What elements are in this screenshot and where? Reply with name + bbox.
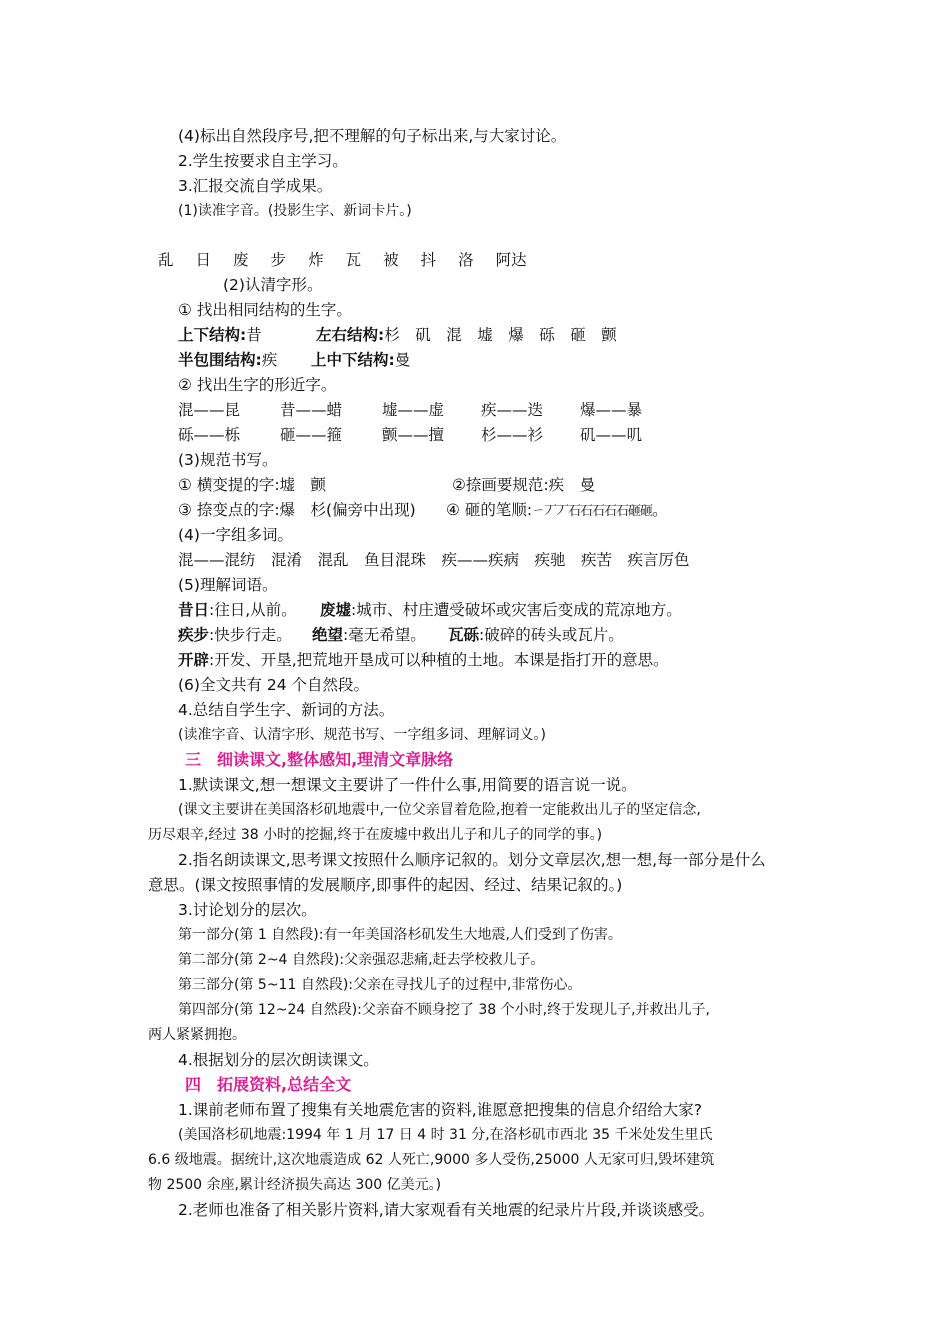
similar-pair: 颤——擅 — [382, 426, 445, 444]
punctuation: 。 — [652, 501, 668, 519]
text-line: (6)全文共有 24 个自然段。 — [178, 676, 370, 694]
similar-pair: 杉——衫 — [481, 426, 544, 444]
text-line: 1.课前老师布置了搜集有关地震危害的资料,谁愿意把搜集的信息介绍给大家? — [178, 1101, 702, 1119]
structure-value: 昔 — [246, 326, 262, 344]
character: 废 — [233, 251, 249, 269]
definition-text: :开发、开垦,把荒地开垦成可以种植的土地。本课是指打开的意思。 — [209, 651, 669, 669]
definition-text: :破碎的砖头或瓦片。 — [479, 626, 624, 644]
text-line: 第二部分(第 2~4 自然段):父亲强忍悲痛,赶去学校救儿子。 — [178, 952, 545, 968]
text-line: 第四部分(第 12~24 自然段):父亲奋不顾身挖了 38 个小时,终于发现儿子,并救出儿子, — [178, 1002, 710, 1018]
definition — [320, 600, 682, 620]
text-line: 3.汇报交流自学成果。 — [178, 177, 333, 195]
text-line: 混——混纺 混淆 混乱 鱼目混珠 疾——疾病 疾驰 疾苦 疾言厉色 — [178, 551, 690, 569]
text-line: 1.默读课文,想一想课文主要讲了一件什么事,用简要的语言说一说。 — [178, 776, 637, 794]
term: 疾步 — [178, 626, 210, 644]
text-line: (3)规范书写。 — [178, 451, 278, 469]
text-line: (5)理解词语。 — [178, 576, 278, 594]
text-line: 2.指名朗读课文,思考课文按照什么顺序记叙的。划分文章层次,想一想,每一部分是什么 — [178, 851, 766, 869]
new-characters-row — [158, 250, 549, 270]
text-line: 第三部分(第 5~11 自然段):父亲在寻找儿子的过程中,非常伤心。 — [178, 977, 582, 993]
term: 绝望 — [312, 626, 344, 644]
structure-value: 杉 矶 混 墟 爆 砾 砸 颤 — [384, 326, 617, 344]
structure-label: 上中下结构: — [311, 351, 395, 369]
text-line: 意思。(课文按照事情的发展顺序,即事件的起因、经过、结果记叙的。) — [148, 876, 623, 894]
term: 废墟 — [320, 601, 352, 619]
structure-label: 半包围结构: — [178, 351, 262, 369]
text-line: 物 2500 余座,累计经济损失高达 300 亿美元。) — [148, 1177, 442, 1193]
character: 乱 — [158, 251, 174, 269]
definition — [312, 625, 426, 645]
text-line: 4.根据划分的层次朗读课文。 — [178, 1051, 379, 1069]
text-line: (4)一字组多词。 — [178, 526, 293, 544]
similar-pair: 爆——暴 — [580, 401, 643, 419]
character: 抖 — [420, 251, 437, 269]
term: 开辟 — [178, 651, 210, 669]
structure-value: 曼 — [394, 351, 411, 369]
structure-label: 左右结构: — [316, 326, 385, 344]
structure-row — [178, 325, 262, 345]
text-line: (美国洛杉矶地震:1994 年 1 月 17 日 4 时 31 分,在洛杉矶市西北 35 千米处发生里氏 — [178, 1127, 713, 1143]
definition — [178, 625, 292, 645]
definition — [448, 625, 624, 645]
stroke-order-label: ④ 砸的笔顺: — [446, 501, 533, 519]
similar-pair: 砸——箍 — [280, 426, 343, 444]
section-heading: 四 拓展资料,总结全文 — [185, 1075, 352, 1094]
definition-text: :快步行走。 — [209, 626, 292, 644]
character: 炸 — [308, 251, 324, 269]
text-line: (读准字音、认清字形、规范书写、一字组多词、理解词义。) — [178, 727, 546, 743]
character: 被 — [383, 251, 399, 269]
similar-pair: 砾——栎 — [178, 426, 241, 444]
text-line: ②捺画要规范:疾 曼 — [452, 476, 596, 494]
definition — [178, 650, 669, 670]
structure-row — [316, 325, 617, 345]
text-line: 第一部分(第 1 自然段):有一年美国洛杉矶发生大地震,人们受到了伤害。 — [178, 927, 622, 943]
text-line: (4)标出自然段序号,把不理解的句子标出来,与大家讨论。 — [178, 127, 567, 145]
similar-pair: 疾——迭 — [481, 401, 544, 419]
text-line: (2)认清字形。 — [223, 276, 323, 294]
text-line: 4.总结自学生字、新词的方法。 — [178, 701, 395, 719]
character: 瓦 — [345, 251, 362, 269]
text-line: 2.学生按要求自主学习。 — [178, 152, 348, 170]
term: 瓦砾 — [448, 626, 480, 644]
definition-text: :毫无希望。 — [343, 626, 426, 644]
text-line: 6.6 级地震。据统计,这次地震造成 62 人死亡,9000 多人受伤,25000 人无家可归,毁坏建筑 — [148, 1152, 715, 1168]
text-line: 2.老师也准备了相关影片资料,请大家观看有关地震的纪录片片段,并谈谈感受。 — [178, 1201, 715, 1219]
text-line: 3.讨论划分的层次。 — [178, 901, 317, 919]
text-line: 历尽艰辛,经过 38 小时的挖掘,终于在废墟中救出儿子和儿子的同学的事。) — [148, 827, 603, 843]
structure-row — [178, 350, 277, 370]
similar-pair: 混——昆 — [178, 401, 241, 419]
text-line: 两人紧紧拥抱。 — [148, 1027, 246, 1043]
character: 洛 — [458, 251, 474, 269]
section-heading: 三 细读课文,整体感知,理清文章脉络 — [185, 750, 454, 769]
stroke-order-sequence: ㄧ丆丆石石石石石砸砸 — [532, 504, 653, 519]
definition-text: :往日,从前。 — [209, 601, 297, 619]
term: 昔日 — [178, 601, 210, 619]
definition-text: :城市、村庄遭受破坏或灾害后变成的荒凉地方。 — [351, 601, 682, 619]
character: 步 — [270, 251, 287, 269]
character: 日 — [195, 251, 212, 269]
structure-row — [311, 350, 410, 370]
stroke-order-line — [446, 500, 668, 522]
structure-label: 上下结构: — [178, 326, 247, 344]
similar-pair: 矶——叽 — [580, 426, 643, 444]
text-line: (1)读准字音。(投影生字、新词卡片。) — [178, 203, 412, 219]
text-line: (课文主要讲在美国洛杉矶地震中,一位父亲冒着危险,抱着一定能救出儿子的坚定信念, — [178, 802, 701, 818]
similar-pair: 墟——虚 — [382, 401, 445, 419]
similar-pair: 昔——蜡 — [280, 401, 343, 419]
structure-value: 疾 — [261, 351, 278, 369]
character: 阿达 — [495, 251, 527, 269]
definition — [178, 600, 297, 620]
text-line: ② 找出生字的形近字。 — [178, 376, 337, 394]
text-line: ① 横变提的字:墟 颤 — [178, 476, 327, 494]
text-line: ③ 捺变点的字:爆 杉(偏旁中出现) — [178, 501, 416, 519]
text-line: ① 找出相同结构的生字。 — [178, 301, 352, 319]
